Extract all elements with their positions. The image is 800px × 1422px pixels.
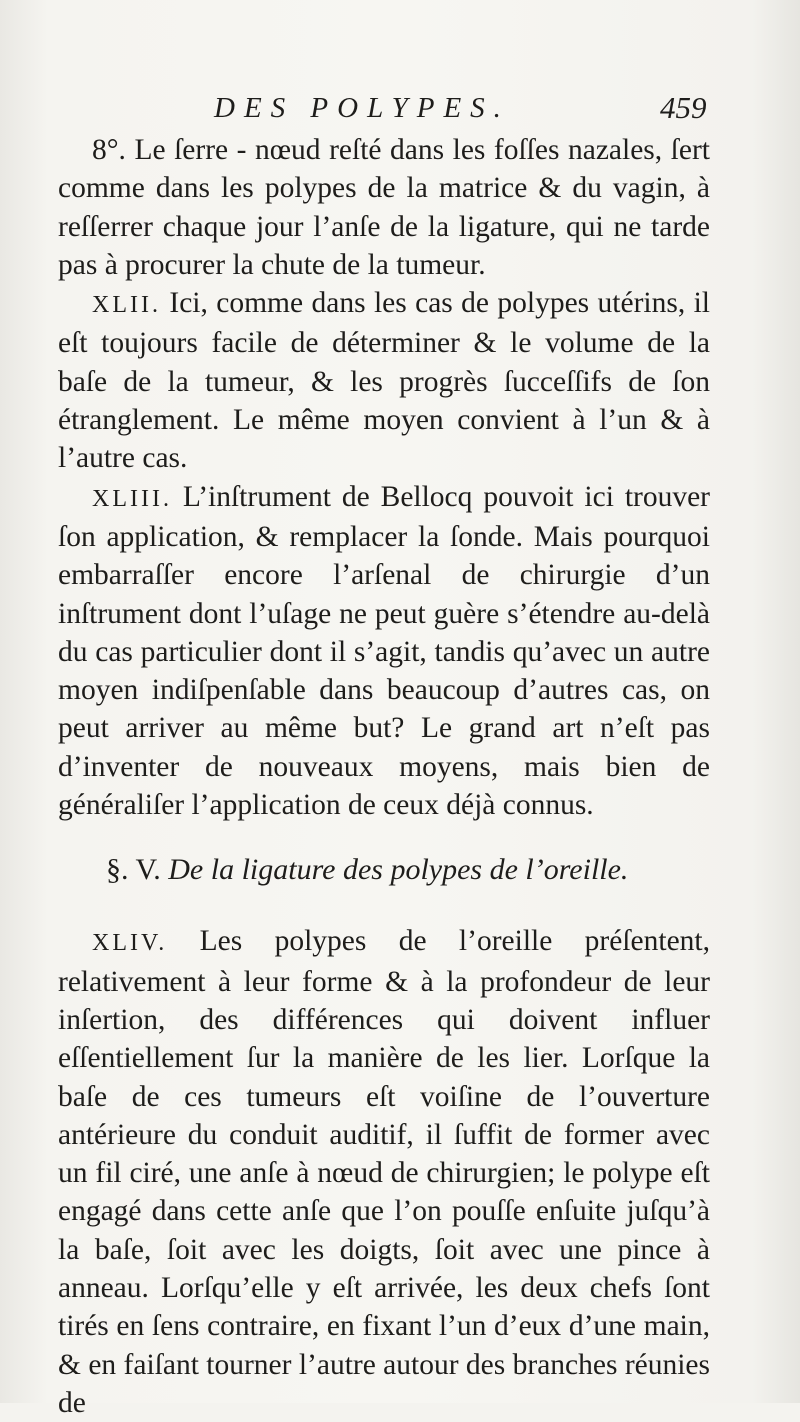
paragraph-text: Les polypes de l’oreille préſentent, relativement à leur forme & à la profondeur de leur inſertion, des différences qui doivent influer eſſentiellement ſur la manière de les lier. Lorſque la baſe de ces tumeurs eſt voiſine de l’ouverture antérieure du conduit auditif, il ſuffit de former avec un fil ciré, une anſe à nœud de chirurgien; le polype eſt engagé dans cette anſe que l’on pouſſe enſuite juſqu’à la baſe, ſoit avec les doigts, ſoit avec une pince à anneau. Lorſqu’elle y eſt arrivée, les deux chefs ſont tirés en ſens contraire, en fixant l’un d’eux d’une main, & en faiſant tourner l’autre autour des branches réunies de [58,925,711,1419]
section-title: De la ligature des polypes de l’oreille. [168,853,629,887]
paragraph-text: 8°. Le ſerre - nœud reſté dans les foſſes nazales, ſert comme dans les polypes de la matrice & du vagin, à reſſerrer chaque jour l’anſe de la ligature, qui ne tarde pas à procurer la chute de la tumeur. [58,134,710,281]
running-head [0,88,800,128]
paragraph-number: XLII. [92,292,161,319]
paragraph-number: XLIII. [92,485,172,512]
page-body [58,131,710,1422]
running-title: DES POLYPES. [214,92,510,124]
paragraph-xliii [58,478,710,825]
paragraph-xlii [58,284,710,477]
section-label: §. V. [106,853,161,887]
paragraph-text: Ici, comme dans les cas de polypes utérins, il eſt toujours facile de déterminer & le volume de la baſe de la tumeur, & les progrès ſucceſſifs de ſon étranglement. Le même moyen convient à l’un & à l’autre cas. [58,287,710,475]
section-heading [58,850,710,890]
page-number: 459 [660,90,707,125]
paragraph-text: L’inſtrument de Bellocq pouvoit ici trouver ſon application, & remplacer la ſonde. Mais pourquoi embarraſſer encore l’arſenal de chirurgie d’un inſtrument dont l’uſage ne peut guère s’étendre au-delà du cas particulier dont il s’agit, tandis qu’avec un autre moyen indiſpenſable dans beaucoup d’autres cas, on peut arriver au même but? Le grand art n’eſt pas d’inventer de nouveaux moyens, mais bien de généraliſer l’application de ceux déjà connus. [58,480,711,822]
paragraph-number: XLIV. [92,930,168,957]
paragraph-xliv [58,922,710,1422]
paragraph-8 [58,131,710,284]
